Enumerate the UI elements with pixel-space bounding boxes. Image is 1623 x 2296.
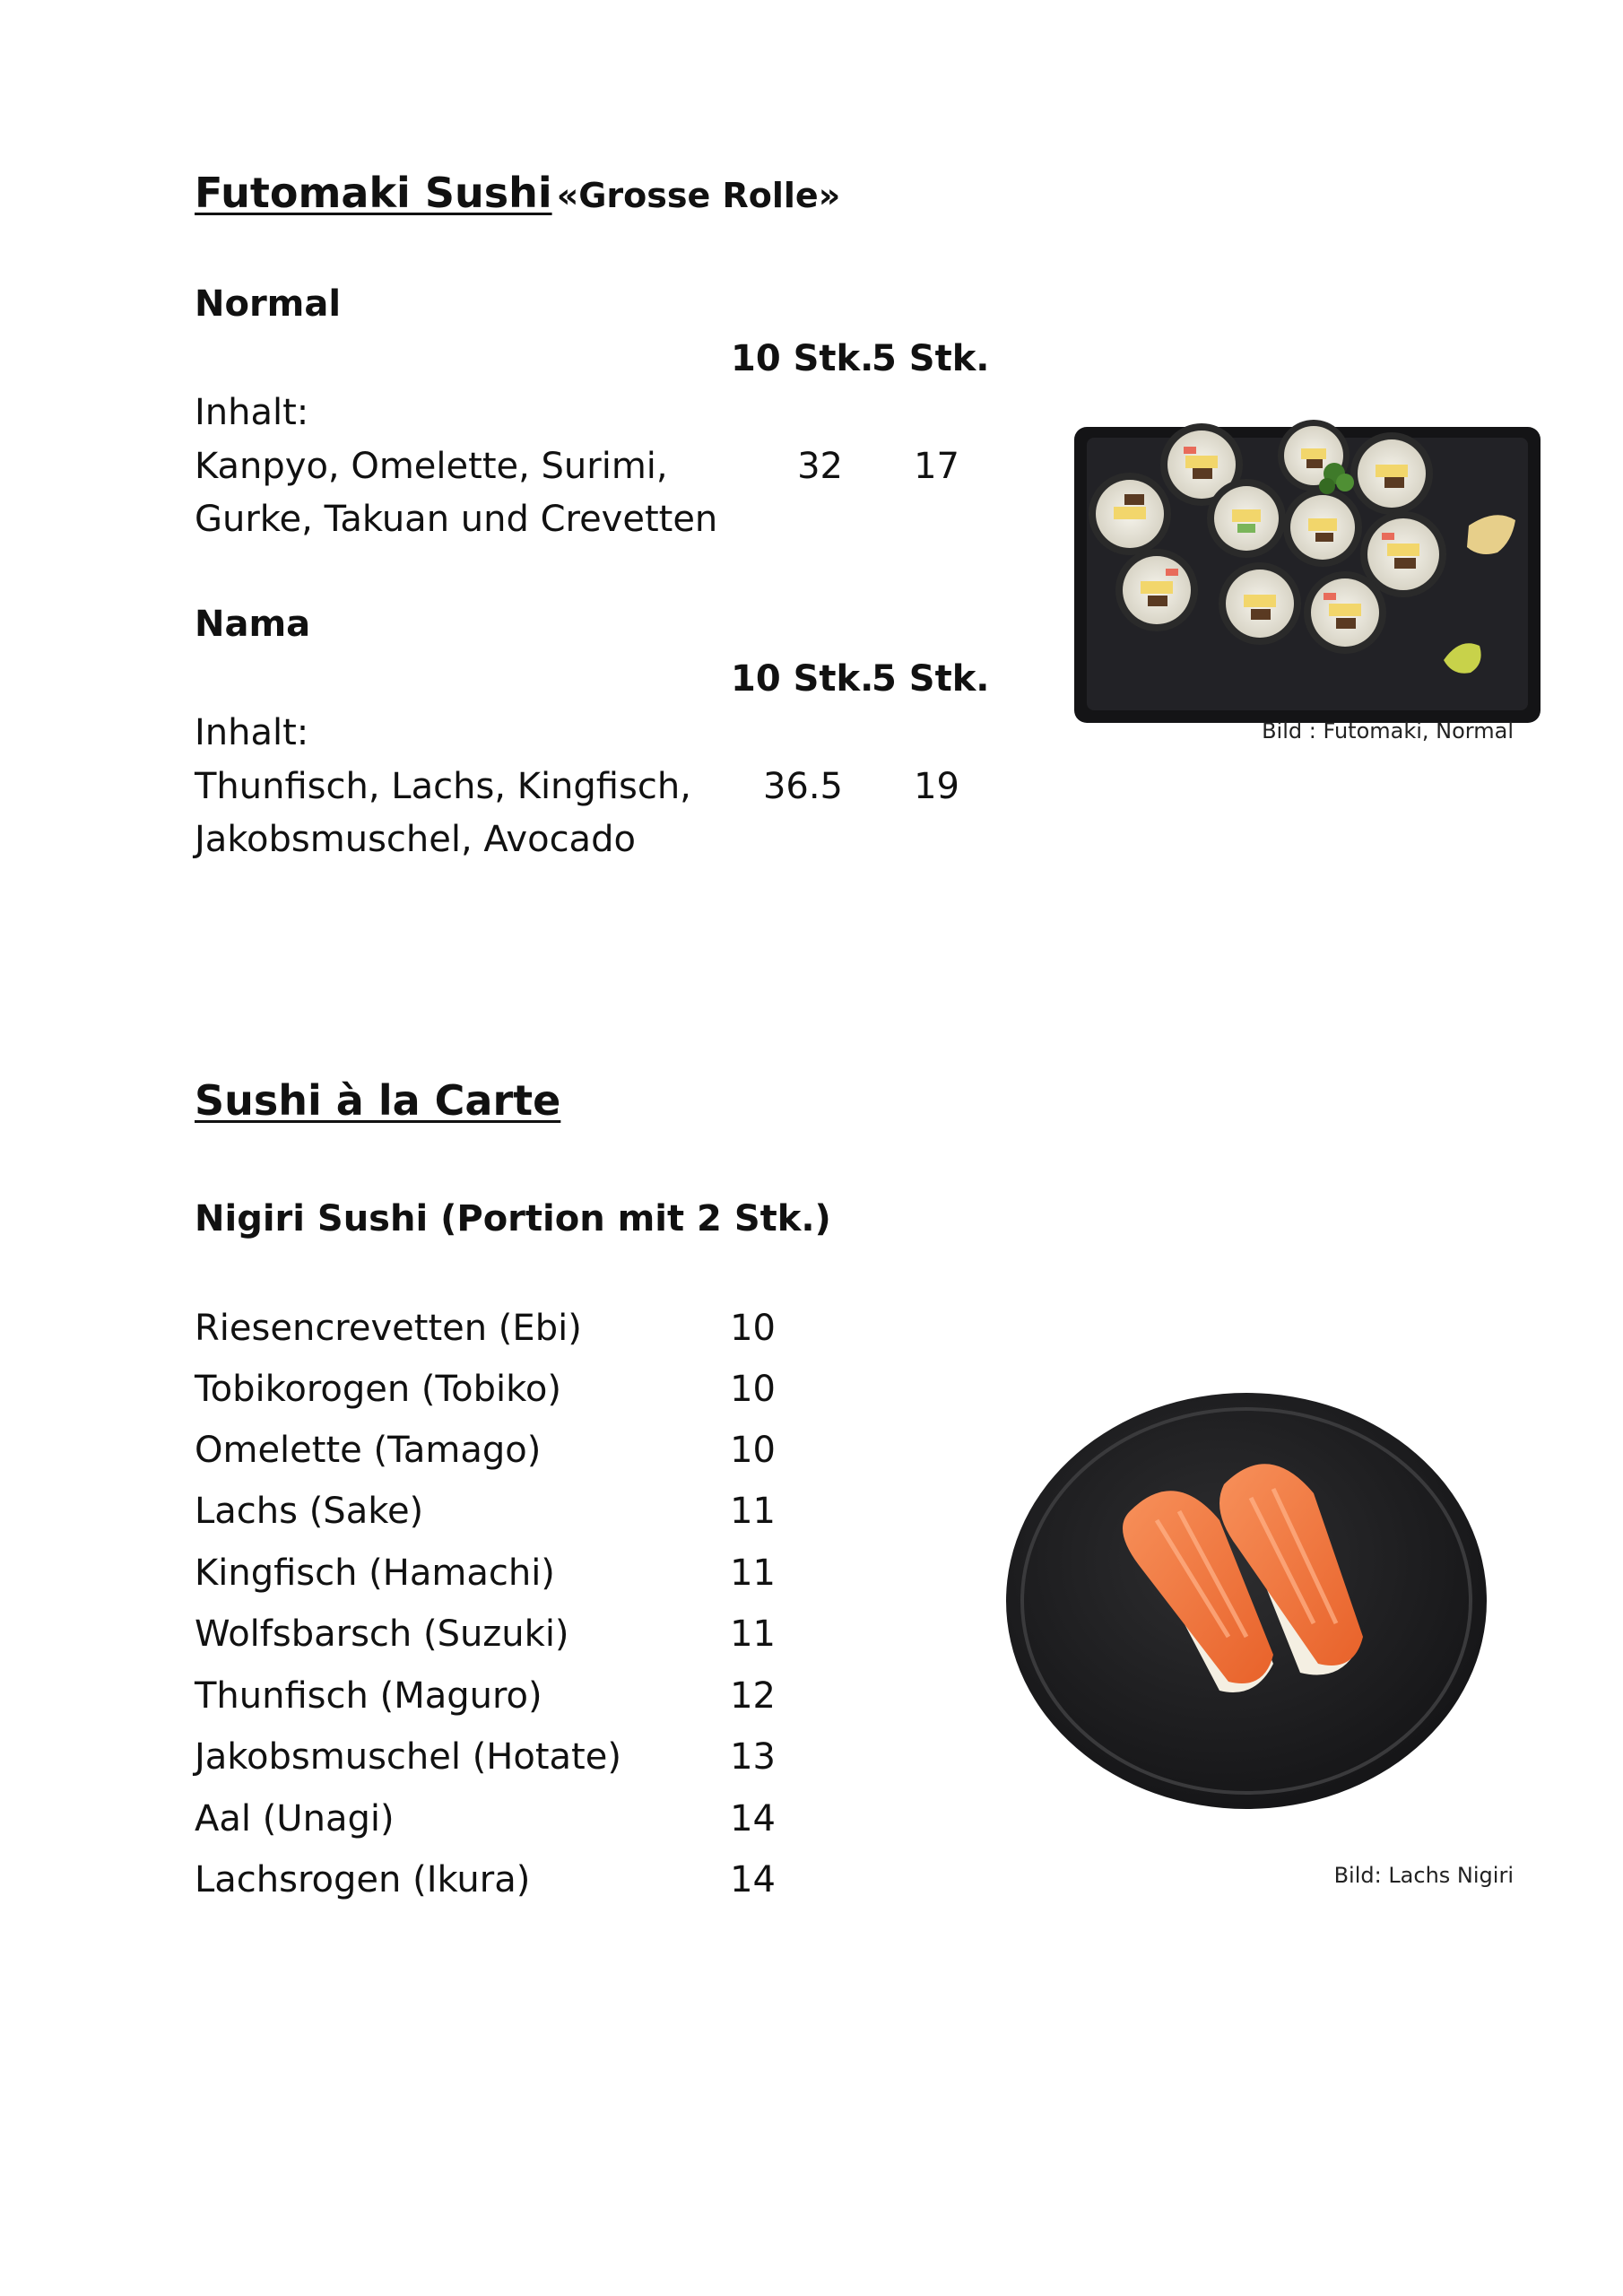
list-item-price: 14 <box>730 1798 776 1839</box>
list-item: Riesencrevetten (Ebi) <box>195 1308 582 1349</box>
list-item: Tobikorogen (Tobiko) <box>195 1369 561 1410</box>
normal-col-10: 10 Stk. <box>731 338 874 379</box>
nama-col-10: 10 Stk. <box>731 658 874 700</box>
futomaki-tray-image <box>1067 420 1551 729</box>
list-item-price: 13 <box>730 1736 776 1778</box>
futomaki-image-caption: Bild : Futomaki, Normal <box>1262 718 1514 744</box>
list-item-price: 11 <box>730 1613 776 1655</box>
nama-col-5: 5 Stk. <box>872 658 990 700</box>
list-item: Omelette (Tamago) <box>195 1430 542 1471</box>
futomaki-heading <box>195 169 840 217</box>
nama-ingredients-line2: Jakobsmuschel, Avocado <box>195 819 636 860</box>
list-item-price: 10 <box>730 1369 776 1410</box>
nigiri-image-caption: Bild: Lachs Nigiri <box>1333 1863 1514 1888</box>
list-item: Lachsrogen (Ikura) <box>195 1859 531 1900</box>
normal-price-10: 32 <box>797 446 843 487</box>
lachs-nigiri-image <box>995 1386 1497 1825</box>
list-item: Thunfisch (Maguro) <box>195 1675 542 1717</box>
list-item-price: 12 <box>730 1675 776 1717</box>
list-item-price: 11 <box>730 1491 776 1532</box>
normal-heading: Normal <box>195 283 342 325</box>
list-item-price: 10 <box>730 1308 776 1349</box>
nama-price-5: 19 <box>914 766 959 807</box>
list-item: Wolfsbarsch (Suzuki) <box>195 1613 569 1655</box>
alacarte-title: Sushi à la Carte <box>195 1076 561 1125</box>
nama-price-10: 36.5 <box>762 766 843 807</box>
nama-ingredients-line1: Thunfisch, Lachs, Kingfisch, <box>195 766 691 807</box>
nama-inhalt-label: Inhalt: <box>195 712 309 753</box>
list-item: Kingfisch (Hamachi) <box>195 1552 555 1594</box>
list-item-price: 14 <box>730 1859 776 1900</box>
futomaki-subtitle: «Grosse Rolle» <box>556 176 841 215</box>
normal-ingredients-line2: Gurke, Takuan und Crevetten <box>195 499 718 540</box>
list-item-price: 10 <box>730 1430 776 1471</box>
normal-ingredients-line1: Kanpyo, Omelette, Surimi, <box>195 446 668 487</box>
list-item: Jakobsmuschel (Hotate) <box>195 1736 621 1778</box>
futomaki-title: Futomaki Sushi <box>195 169 552 217</box>
list-item: Lachs (Sake) <box>195 1491 424 1532</box>
nama-heading: Nama <box>195 604 311 645</box>
list-item-price: 11 <box>730 1552 776 1594</box>
normal-col-5: 5 Stk. <box>872 338 990 379</box>
normal-inhalt-label: Inhalt: <box>195 392 309 433</box>
list-item: Aal (Unagi) <box>195 1798 395 1839</box>
nigiri-heading: Nigiri Sushi (Portion mit 2 Stk.) <box>195 1198 831 1239</box>
normal-price-5: 17 <box>914 446 959 487</box>
